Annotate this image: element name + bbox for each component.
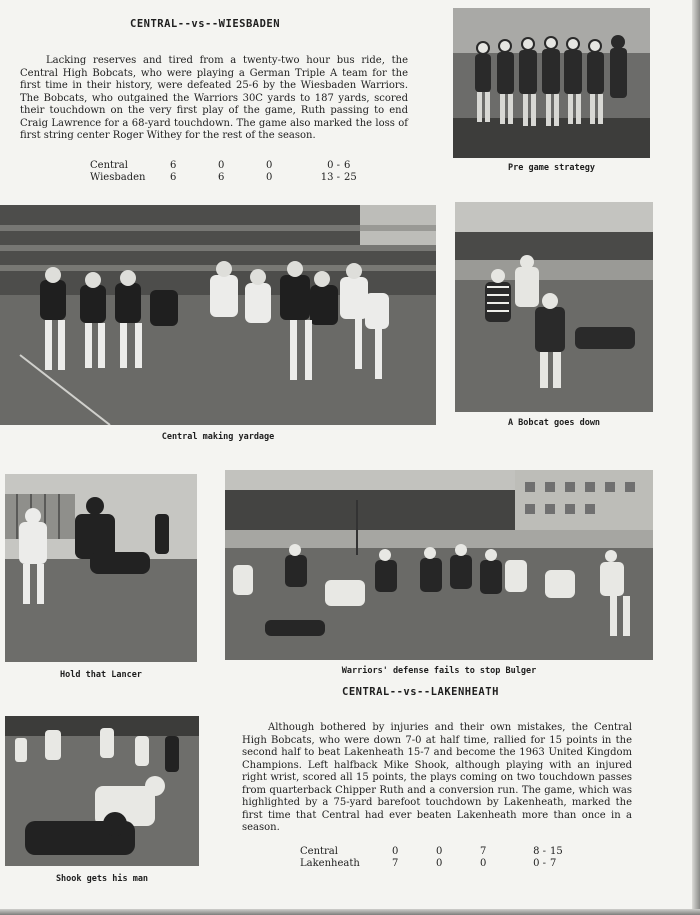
lakenheath-heading: CENTRAL--vs--LAKENHEATH <box>342 686 499 698</box>
quarter-score: 7 <box>392 858 399 869</box>
team-name: Lakenheath <box>300 858 360 869</box>
quarter-score: 0 <box>266 160 273 171</box>
yardage-caption: Central making yardage <box>161 432 275 442</box>
page-bottom-shadow <box>0 909 700 915</box>
team-name: Central <box>300 846 338 857</box>
shook-photo <box>5 716 199 866</box>
quarter-score: 0 <box>392 846 399 857</box>
lakenheath-score-table <box>300 846 580 870</box>
team-name: Central <box>90 160 128 171</box>
quarter-score: 0 <box>266 172 273 183</box>
total-score: 25 <box>344 172 357 183</box>
lancer-caption: Hold that Lancer <box>60 670 142 680</box>
table-row <box>90 160 374 172</box>
quarter-score: 13 - <box>320 172 340 183</box>
bobcat-down-photo <box>455 202 653 412</box>
quarter-score: 7 <box>480 846 487 857</box>
total-score: 6 <box>344 160 351 171</box>
shook-caption: Shook gets his man <box>55 874 149 884</box>
table-row <box>300 858 580 870</box>
quarter-score: 6 <box>218 172 225 183</box>
yardage-photo <box>0 205 436 425</box>
table-row <box>300 846 580 858</box>
quarter-score: 0 <box>480 858 487 869</box>
wiesbaden-score-table <box>90 160 374 184</box>
quarter-score: 6 <box>170 172 177 183</box>
quarter-score: 0 <box>218 160 225 171</box>
total-score: 7 <box>550 858 557 869</box>
page-edge-shadow <box>692 0 700 915</box>
wiesbaden-paragraph: Lacking reserves and tired from a twenty-two hour bus ride, the Central High Bobcats, who were playing a German Triple A team for the first time in their history, were defeated 25-6 by the Wiesbaden Warriors. The Bobcats, who outgained the Warriors 30C yards to 187 yards, scored their touchdown on the very first play of the game, Ruth passing to end Craig Lawrence for a 68-yard touchdown. The game also marked the loss of first string center Roger Withey for the rest of the season. <box>20 55 408 141</box>
lakenheath-paragraph: Although bothered by injuries and their own mistakes, the Central High Bobcats, who were down 7-0 at half time, rallied for 15 points in the second half to beat Lakenheath 15-7 and become the 1963 United Kingdom Champions. Left halfback Mike Shook, although playing with an injured right wrist, scored all 15 points, the plays coming on two touchdown passes from quarterback Chipper Ruth and a conversion run. The game, which was highlighted by a 75-yard barefoot touchdown by Lakenheath, marked the first time that Central had ever beaten Lakenheath more than once in a season. <box>242 722 632 833</box>
pregame-photo <box>453 8 650 158</box>
quarter-score: 8 - <box>533 846 546 857</box>
quarter-score: 6 <box>170 160 177 171</box>
team-name: Wiesbaden <box>90 172 146 183</box>
warriors-defense-photo <box>225 470 653 660</box>
wiesbaden-heading: CENTRAL--vs--WIESBADEN <box>130 18 281 30</box>
quarter-score: 0 - <box>533 858 546 869</box>
warriors-defense-caption: Warriors' defense fails to stop Bulger <box>341 666 537 676</box>
quarter-score: 0 - <box>327 160 340 171</box>
quarter-score: 0 <box>436 846 443 857</box>
lancer-photo <box>5 474 197 662</box>
bobcat-down-caption: A Bobcat goes down <box>507 418 601 428</box>
pregame-caption: Pre game strategy <box>508 163 595 173</box>
quarter-score: 0 <box>436 858 443 869</box>
table-row <box>90 172 374 184</box>
total-score: 15 <box>550 846 563 857</box>
